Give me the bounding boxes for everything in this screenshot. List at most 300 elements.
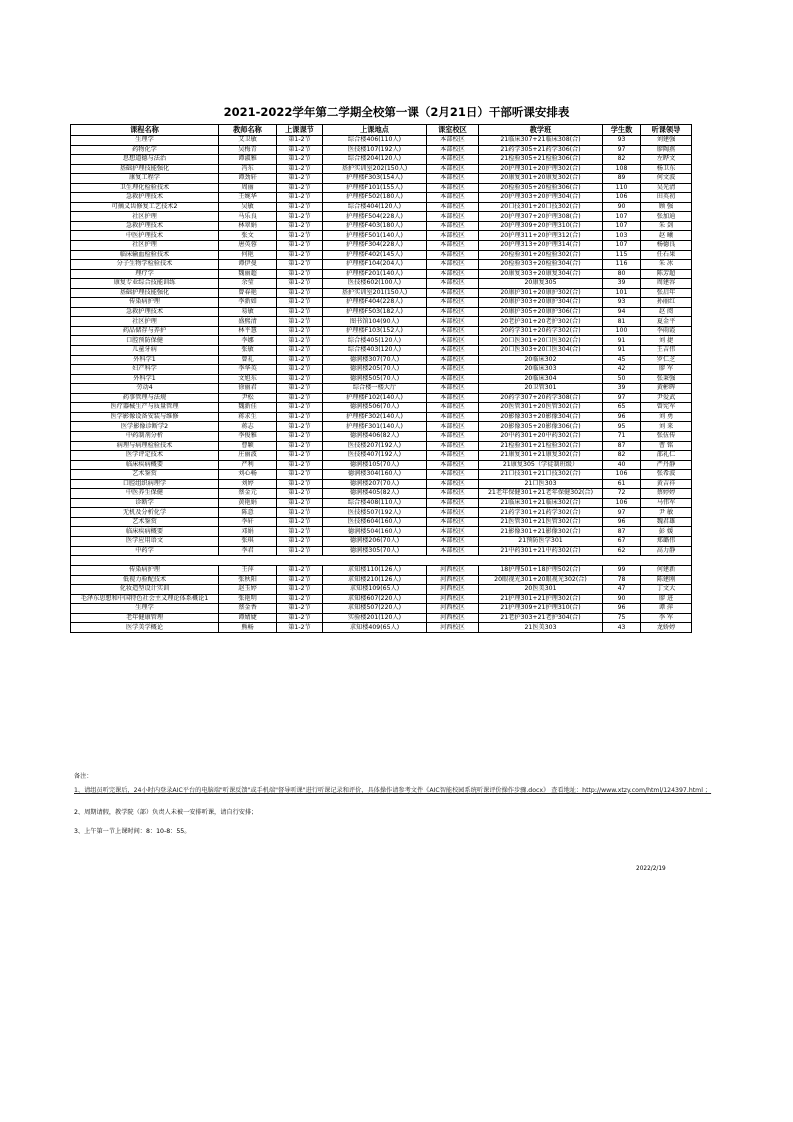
course-cell: 社区护理 (71, 317, 219, 327)
class-cell: 21医管301+21医管302(合) (479, 517, 603, 527)
period-cell: 第1-2节 (277, 307, 323, 317)
leader-cell: 何建新 (641, 566, 692, 576)
period-cell: 第1-2节 (277, 174, 323, 184)
class-cell: 20临床304 (479, 374, 603, 384)
campus-cell: 本部校区 (427, 451, 479, 461)
leader-cell: 邵礼仁 (641, 451, 692, 461)
period-cell: 第1-2节 (277, 202, 323, 212)
course-cell: 老年健康管理 (71, 613, 219, 623)
leader-cell: 吴光清 (641, 183, 692, 193)
teacher-cell: 李俊雅 (219, 431, 277, 441)
class-cell: 20临床303 (479, 365, 603, 375)
course-cell: 思想道德与法治 (71, 155, 219, 165)
students-cell: 99 (603, 566, 641, 576)
campus-cell: 本部校区 (427, 422, 479, 432)
period-cell: 第1-2节 (277, 441, 323, 451)
period-cell: 第1-2节 (277, 623, 323, 633)
teacher-cell: 蔡金元 (219, 489, 277, 499)
leader-cell: 赵 阅 (641, 307, 692, 317)
teacher-cell: 曾春艳 (219, 288, 277, 298)
class-cell: 21护理309+21护理310(合) (479, 604, 603, 614)
students-cell: 47 (603, 585, 641, 595)
location-cell: 德润楼406(82人) (323, 431, 427, 441)
teacher-cell: 唐英蓉 (219, 241, 277, 251)
class-cell: 21老年保健301+21老年保健302(合) (479, 489, 603, 499)
teacher-cell: 刘婷 (219, 479, 277, 489)
location-cell: 德润楼206(70人) (323, 536, 427, 546)
table-row (71, 183, 692, 193)
leader-cell: 黄吉祥 (641, 479, 692, 489)
table-row (71, 326, 692, 336)
students-cell: 61 (603, 479, 641, 489)
leader-cell: 曹 铭 (641, 441, 692, 451)
course-cell: 艺术鉴赏 (71, 517, 219, 527)
course-cell: 可摘义齿修复工艺技术2 (71, 202, 219, 212)
location-cell: 医技楼604(160人) (323, 517, 427, 527)
table-row (71, 241, 692, 251)
campus-cell: 本部校区 (427, 489, 479, 499)
location-cell: 综合楼一楼大厅 (323, 384, 427, 394)
class-cell: 20护理301+20护理302(合) (479, 164, 603, 174)
leader-cell: 丁文大 (641, 585, 692, 595)
leader-cell: 孙丽红 (641, 298, 692, 308)
table-row (71, 164, 692, 174)
students-cell: 82 (603, 451, 641, 461)
teacher-cell: 魏新佳 (219, 403, 277, 413)
students-cell: 97 (603, 393, 641, 403)
leader-cell: 龙娇婷 (641, 623, 692, 633)
course-cell: 医学评定技术 (71, 451, 219, 461)
period-cell: 第1-2节 (277, 517, 323, 527)
leader-cell: 赵 曦 (641, 231, 692, 241)
campus-cell: 河西校区 (427, 594, 479, 604)
students-cell: 62 (603, 546, 641, 556)
table-row (71, 460, 692, 470)
class-cell: 21临床301+21临床302(合) (479, 498, 603, 508)
students-cell: 101 (603, 288, 641, 298)
course-cell: 中医护理技术 (71, 231, 219, 241)
class-cell: 21老护303+21老护304(合) (479, 613, 603, 623)
leader-cell: 杨卫东 (641, 164, 692, 174)
course-cell: 急救护理技术 (71, 307, 219, 317)
students-cell: 97 (603, 145, 641, 155)
table-row (71, 575, 692, 585)
period-cell: 第1-2节 (277, 298, 323, 308)
period-cell: 第1-2节 (277, 164, 323, 174)
notes-label: 备注： (74, 773, 93, 780)
campus-cell: 本部校区 (427, 202, 479, 212)
teacher-cell: 谭淑雅 (219, 155, 277, 165)
table-row (71, 174, 692, 184)
class-cell: 20检验305+20检验306(合) (479, 183, 603, 193)
class-cell: 21中药301+21中药302(合) (479, 546, 603, 556)
leader-cell: 王吉伟 (641, 346, 692, 356)
location-cell: 德润楼504(160人) (323, 527, 427, 537)
note-3: 3、上午第一节上课时间：8：10-8：55。 (74, 827, 191, 835)
teacher-cell: 文旭东 (219, 374, 277, 384)
students-cell: 115 (603, 250, 641, 260)
course-cell: 急救护理技术 (71, 193, 219, 203)
students-cell: 39 (603, 279, 641, 289)
course-cell: 药事管理与法规 (71, 393, 219, 403)
campus-cell: 本部校区 (427, 136, 479, 146)
teacher-cell: 周丽 (219, 183, 277, 193)
class-cell: 20护理313+20护理314(合) (479, 241, 603, 251)
course-cell: 分子生物学检验技术 (71, 260, 219, 270)
leader-cell: 张启年 (641, 288, 692, 298)
location-cell: 护理楼F501(140人) (323, 231, 427, 241)
students-cell: 50 (603, 374, 641, 384)
class-cell: 21检验305+21检验306(合) (479, 155, 603, 165)
period-cell: 第1-2节 (277, 241, 323, 251)
table-row (71, 604, 692, 614)
campus-cell: 河西校区 (427, 623, 479, 633)
campus-cell: 本部校区 (427, 193, 479, 203)
location-cell: 护理楼F504(228人) (323, 212, 427, 222)
leader-cell: 朱 剑 (641, 221, 692, 231)
teacher-cell: 张秋阳 (219, 575, 277, 585)
course-cell: 外科学1 (71, 355, 219, 365)
header-location: 上课地点 (323, 125, 427, 136)
table-row (71, 422, 692, 432)
location-cell: 护理楼F402(145人) (323, 250, 427, 260)
table-row (71, 317, 692, 327)
leader-cell: 张秉强 (641, 374, 692, 384)
students-cell: 87 (603, 527, 641, 537)
students-cell: 40 (603, 460, 641, 470)
class-cell: 20医美301 (479, 585, 603, 595)
location-cell: 医技楼207(192人) (323, 441, 427, 451)
teacher-cell: 蒋志 (219, 422, 277, 432)
course-cell: 医疗器械生产与质量管理 (71, 403, 219, 413)
teacher-cell: 蔡金香 (219, 604, 277, 614)
location-cell: 医技楼602(100人) (323, 279, 427, 289)
header-teacher: 教师名称 (219, 125, 277, 136)
course-cell: 艺术鉴赏 (71, 470, 219, 480)
campus-cell: 本部校区 (427, 288, 479, 298)
leader-cell: 彭 媛 (641, 527, 692, 537)
leader-cell: 尹 敏 (641, 508, 692, 518)
table-row (71, 498, 692, 508)
class-cell: 21影像301+21影像302(合) (479, 527, 603, 537)
header-campus: 课室校区 (427, 125, 479, 136)
period-cell: 第1-2节 (277, 384, 323, 394)
students-cell: 103 (603, 231, 641, 241)
period-cell: 第1-2节 (277, 250, 323, 260)
course-cell: 传染病护理 (71, 566, 219, 576)
leader-cell: 李雨霞 (641, 326, 692, 336)
table-row (71, 470, 692, 480)
students-cell: 90 (603, 202, 641, 212)
course-cell: 医学美学概论 (71, 623, 219, 633)
course-cell: 化妆造型设计实训 (71, 585, 219, 595)
campus-cell: 本部校区 (427, 250, 479, 260)
campus-cell: 本部校区 (427, 479, 479, 489)
table-row (71, 489, 692, 499)
leader-cell: 田英初 (641, 193, 692, 203)
period-cell: 第1-2节 (277, 479, 323, 489)
campus-cell: 本部校区 (427, 470, 479, 480)
location-cell: 德润楼207(70人) (323, 479, 427, 489)
teacher-cell: 艾卫敏 (219, 136, 277, 146)
class-cell: 20护理303+20护理304(合) (479, 193, 603, 203)
students-cell: 107 (603, 241, 641, 251)
class-cell: 21康复301+21康复302(合) (479, 451, 603, 461)
period-cell: 第1-2节 (277, 613, 323, 623)
location-cell: 护理楼F403(180人) (323, 221, 427, 231)
teacher-cell: 李娜 (219, 336, 277, 346)
period-cell: 第1-2节 (277, 374, 323, 384)
location-cell: 护理楼F201(140人) (323, 269, 427, 279)
period-cell: 第1-2节 (277, 594, 323, 604)
campus-cell: 本部校区 (427, 546, 479, 556)
teacher-cell: 张艳明 (219, 594, 277, 604)
students-cell: 106 (603, 193, 641, 203)
table-body-main (71, 136, 692, 556)
class-cell: 20康复305 (479, 279, 603, 289)
table-row (71, 623, 692, 633)
leader-cell: 左晔文 (641, 155, 692, 165)
class-cell: 20康护305+20康护306(合) (479, 307, 603, 317)
location-cell: 德润楼304(160人) (323, 470, 427, 480)
location-cell: 德润楼307(70人) (323, 355, 427, 365)
class-cell: 20临床302 (479, 355, 603, 365)
course-cell: 中药学 (71, 546, 219, 556)
class-cell: 20医管301+20医管302(合) (479, 403, 603, 413)
header-period: 上课课节 (277, 125, 323, 136)
class-cell: 21临床307+21临床308(合) (479, 136, 603, 146)
course-cell: 基础护理技能强化 (71, 164, 219, 174)
table-row (71, 355, 692, 365)
location-cell: 护理楼F103(152人) (323, 326, 427, 336)
students-cell: 78 (603, 575, 641, 585)
table-row (71, 212, 692, 222)
location-cell: 综合楼204(120人) (323, 155, 427, 165)
period-cell: 第1-2节 (277, 269, 323, 279)
students-cell: 96 (603, 517, 641, 527)
table-row (71, 566, 692, 576)
table-row (71, 250, 692, 260)
table-row (71, 155, 692, 165)
leader-cell: 陈建刚 (641, 575, 692, 585)
students-cell: 96 (603, 412, 641, 422)
location-cell: 医技楼407(192人) (323, 451, 427, 461)
students-cell: 45 (603, 355, 641, 365)
students-cell: 107 (603, 221, 641, 231)
course-cell: 劳动4 (71, 384, 219, 394)
students-cell: 95 (603, 422, 641, 432)
leader-cell: 杨德良 (641, 241, 692, 251)
class-cell: 20卫管301 (479, 384, 603, 394)
teacher-cell: 李轩 (219, 517, 277, 527)
table-row (71, 221, 692, 231)
table-row (71, 594, 692, 604)
course-cell: 理疗学 (71, 269, 219, 279)
campus-cell: 本部校区 (427, 212, 479, 222)
teacher-cell: 李华英 (219, 365, 277, 375)
table-row (71, 517, 692, 527)
period-cell: 第1-2节 (277, 412, 323, 422)
period-cell: 第1-2节 (277, 336, 323, 346)
period-cell: 第1-2节 (277, 393, 323, 403)
location-cell: 求知楼109(65人) (323, 585, 427, 595)
course-cell: 临床疾病概要 (71, 527, 219, 537)
location-cell: 护理楼F502(180人) (323, 193, 427, 203)
teacher-cell: 曹颖 (219, 441, 277, 451)
location-cell: 护理楼F102(140人) (323, 393, 427, 403)
students-cell: 65 (603, 403, 641, 413)
location-cell: 求知楼110(126人) (323, 566, 427, 576)
period-cell: 第1-2节 (277, 508, 323, 518)
class-cell: 20药学301+20药学302(合) (479, 326, 603, 336)
period-cell: 第1-2节 (277, 346, 323, 356)
document-date: 2022/2/19 (636, 866, 666, 872)
students-cell: 90 (603, 594, 641, 604)
leader-cell: 廖陶燕 (641, 145, 692, 155)
campus-cell: 本部校区 (427, 317, 479, 327)
location-cell: 基护实训室202(150人) (323, 164, 427, 174)
period-cell: 第1-2节 (277, 260, 323, 270)
leader-cell: 陈芳超 (641, 269, 692, 279)
table-row (71, 193, 692, 203)
campus-cell: 河西校区 (427, 613, 479, 623)
table-row (71, 298, 692, 308)
location-cell: 护理楼F503(182人) (323, 307, 427, 317)
table-header-row (71, 125, 692, 136)
location-cell: 德润楼105(70人) (323, 460, 427, 470)
table-row (71, 393, 692, 403)
location-cell: 综合楼406(110人) (323, 136, 427, 146)
campus-cell: 河西校区 (427, 585, 479, 595)
course-cell: 临床输血检验技术 (71, 250, 219, 260)
students-cell: 71 (603, 431, 641, 441)
campus-cell: 本部校区 (427, 374, 479, 384)
teacher-cell: 张琪 (219, 536, 277, 546)
table-row (71, 145, 692, 155)
course-cell: 生理学 (71, 136, 219, 146)
teacher-cell: 谭劲轩 (219, 174, 277, 184)
campus-cell: 本部校区 (427, 241, 479, 251)
students-cell: 82 (603, 155, 641, 165)
campus-cell: 本部校区 (427, 155, 479, 165)
campus-cell: 本部校区 (427, 346, 479, 356)
course-cell: 毛泽东思想和中国特色社会主义理论体系概论1 (71, 594, 219, 604)
leader-cell: 刘 来 (641, 422, 692, 432)
period-cell: 第1-2节 (277, 183, 323, 193)
campus-cell: 本部校区 (427, 355, 479, 365)
leader-cell: 郑璐伟 (641, 536, 692, 546)
class-cell: 18护理501+18护理502(合) (479, 566, 603, 576)
period-cell: 第1-2节 (277, 489, 323, 499)
separator-row (71, 556, 692, 566)
class-cell: 20口医301+20口医302(合) (479, 336, 603, 346)
students-cell: 93 (603, 298, 641, 308)
period-cell: 第1-2节 (277, 546, 323, 556)
period-cell: 第1-2节 (277, 498, 323, 508)
course-cell: 基础护理技能强化 (71, 288, 219, 298)
teacher-cell: 何艳 (219, 250, 277, 260)
period-cell: 第1-2节 (277, 145, 323, 155)
campus-cell: 本部校区 (427, 326, 479, 336)
location-cell: 基护实训室201(150人) (323, 288, 427, 298)
period-cell: 第1-2节 (277, 527, 323, 537)
leader-cell: 蔡婷婷 (641, 489, 692, 499)
class-cell: 21检验301+21检验302(合) (479, 441, 603, 451)
table-row (71, 431, 692, 441)
course-cell: 康复专业综合技能训练 (71, 279, 219, 289)
course-cell: 临床疾病概要 (71, 460, 219, 470)
campus-cell: 本部校区 (427, 164, 479, 174)
location-cell: 求知楼507(220人) (323, 604, 427, 614)
class-cell: 20康复301+20康复302(合) (479, 174, 603, 184)
period-cell: 第1-2节 (277, 221, 323, 231)
students-cell: 96 (603, 604, 641, 614)
table-row (71, 527, 692, 537)
campus-cell: 本部校区 (427, 460, 479, 470)
period-cell: 第1-2节 (277, 193, 323, 203)
table-row (71, 365, 692, 375)
teacher-cell: 谭婧婕 (219, 613, 277, 623)
period-cell: 第1-2节 (277, 288, 323, 298)
teacher-cell: 熊畅 (219, 623, 277, 633)
class-cell: 21康复305（学徒制班级） (479, 460, 603, 470)
leader-cell: 罗仁芝 (641, 355, 692, 365)
teacher-cell: 尹松 (219, 393, 277, 403)
leader-cell: 李 军 (641, 613, 692, 623)
campus-cell: 本部校区 (427, 221, 479, 231)
class-cell: 20检验303+20检验304(合) (479, 260, 603, 270)
teacher-cell: 曾礼 (219, 355, 277, 365)
students-cell: 39 (603, 384, 641, 394)
location-cell: 德润楼405(82人) (323, 489, 427, 499)
class-cell: 21药学305+21药学306(合) (479, 145, 603, 155)
course-cell: 低视力验配技术 (71, 575, 219, 585)
campus-cell: 河西校区 (427, 566, 479, 576)
period-cell: 第1-2节 (277, 451, 323, 461)
students-cell: 108 (603, 164, 641, 174)
campus-cell: 本部校区 (427, 508, 479, 518)
teacher-cell: 陈意 (219, 508, 277, 518)
course-cell: 传染病护理 (71, 298, 219, 308)
class-cell: 21药学301+21药学302(合) (479, 508, 603, 518)
leader-cell: 马伟军 (641, 498, 692, 508)
location-cell: 护理楼F104(204人) (323, 260, 427, 270)
students-cell: 107 (603, 212, 641, 222)
class-cell: 20护理309+20护理310(合) (479, 221, 603, 231)
teacher-cell: 李新如 (219, 298, 277, 308)
table-row (71, 441, 692, 451)
teacher-cell: 王萍 (219, 566, 277, 576)
period-cell: 第1-2节 (277, 155, 323, 165)
class-cell: 20影像305+20影像306(合) (479, 422, 603, 432)
campus-cell: 本部校区 (427, 260, 479, 270)
leader-cell: 朱 冰 (641, 260, 692, 270)
teacher-cell: 张敏 (219, 346, 277, 356)
students-cell: 72 (603, 489, 641, 499)
students-cell: 43 (603, 623, 641, 633)
course-cell: 药物化学 (71, 145, 219, 155)
teacher-cell: 王婉华 (219, 193, 277, 203)
campus-cell: 本部校区 (427, 498, 479, 508)
location-cell: 护理楼F404(228人) (323, 298, 427, 308)
table-row (71, 336, 692, 346)
period-cell: 第1-2节 (277, 279, 323, 289)
period-cell: 第1-2节 (277, 231, 323, 241)
table-row (71, 384, 692, 394)
header-students: 学生数 (603, 125, 641, 136)
teacher-cell: 谭伊曼 (219, 260, 277, 270)
note-1[interactable]: 1、请组员听完课后，24小时内登录AIC平台的电脑端"听课反馈"或手机端"督导听课"进行听课记录和评价，具体操作请参考文件《AIC智能校园系统听课评价操作步骤.docx》 查看地址：http://www.xtzy.com/html/124397.html ； (74, 786, 712, 794)
